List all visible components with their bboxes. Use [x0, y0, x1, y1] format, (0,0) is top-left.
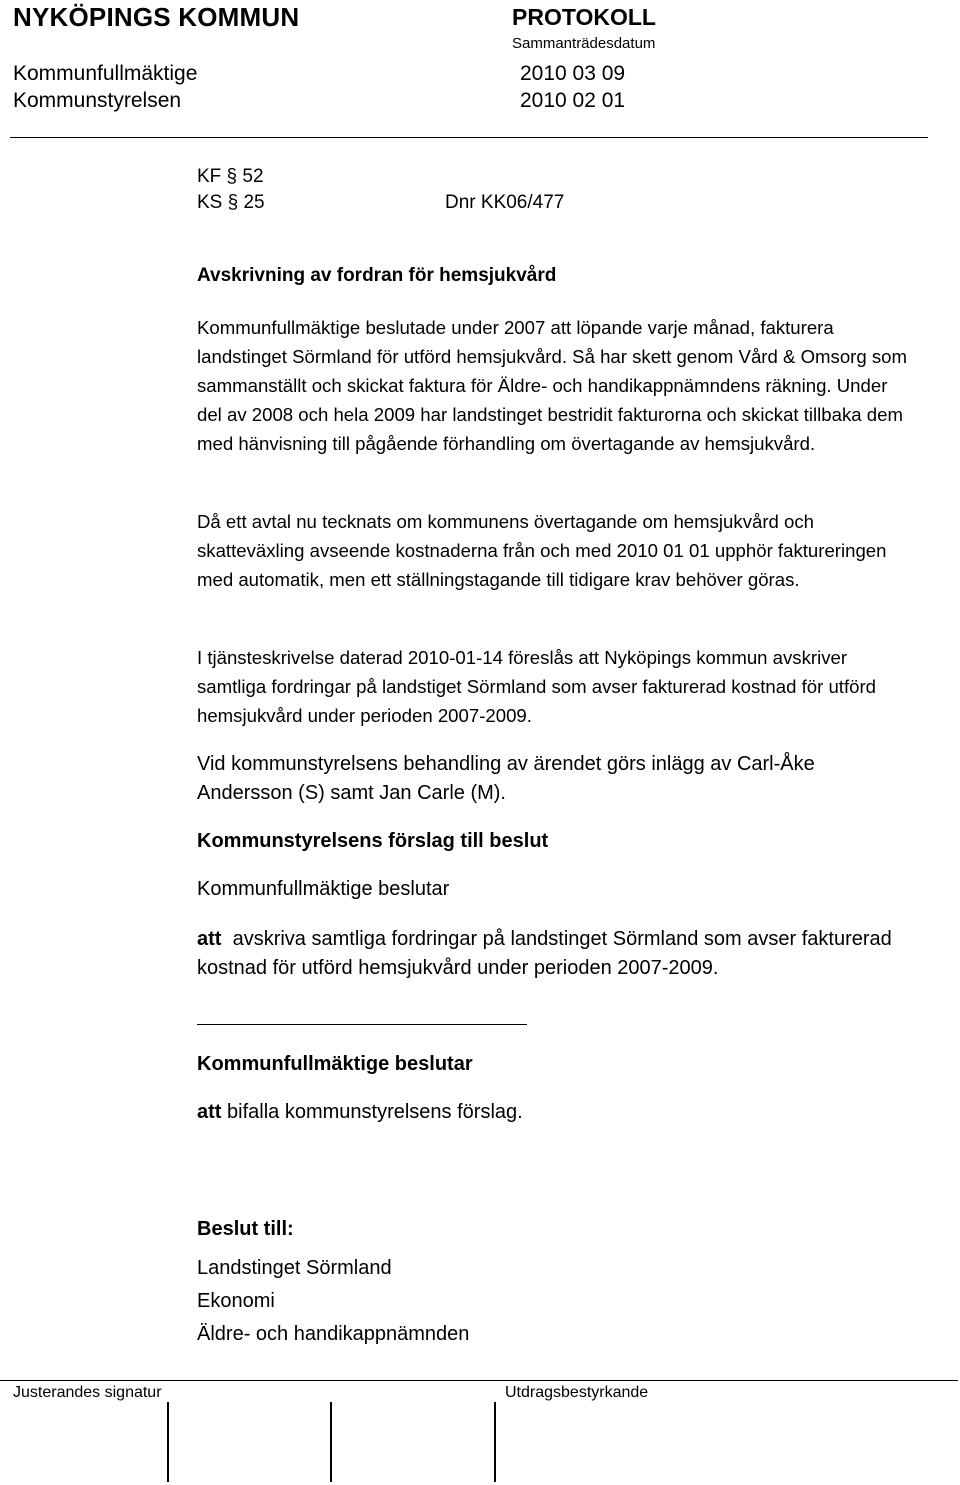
doc-type: PROTOKOLL: [512, 4, 656, 30]
diary-number: Dnr KK06/477: [445, 192, 565, 213]
recipient-item: Landstinget Sörmland: [197, 1257, 392, 1279]
section-divider: [197, 1024, 527, 1025]
ks-proposal-att-clause: [197, 925, 897, 983]
excerpt-label: Utdragsbestyrkande: [505, 1384, 649, 1401]
header-divider: [10, 137, 928, 138]
org-name: NYKÖPINGS KOMMUN: [13, 2, 300, 32]
paragraph-4: Vid kommunstyrelsens behandling av ärendet görs inlägg av Carl-Åke Andersson (S) samt Jan Carle (M).: [197, 753, 815, 804]
body-date-ks: 2010 02 01: [520, 89, 626, 112]
signature-box-divider: [330, 1402, 332, 1482]
footer-divider: [0, 1380, 958, 1381]
paragraph-1: Kommunfullmäktige beslutade under 2007 att löpande varje månad, fakturera landstinget Sörmland för utförd hemsjukvård. Så har skett genom Vård & Omsorg som sammanställt och skickat faktura för Äldre- och handikappnämndens räkning. Under del av 2008 och hela 2009 har landstinget bestridit fakturorna och skickat tillbaka dem med hänvisning till pågående förhandling om övertagande av hemsjukvård.: [197, 317, 907, 454]
att-text: avskriva samtliga fordringar på landstinget Sörmland som avser fakturerad kostnad för utförd hemsjukvård under perioden 2007-2009.: [197, 928, 892, 979]
att-keyword: att: [197, 928, 222, 950]
doc-subtitle: Sammanträdesdatum: [512, 35, 656, 52]
body-name-kf: Kommunfullmäktige: [13, 62, 198, 85]
body-name-ks: Kommunstyrelsen: [13, 89, 182, 112]
kf-decision-heading: Kommunfullmäktige beslutar: [197, 1053, 473, 1075]
kf-decision-att-clause: [197, 1101, 523, 1124]
kf-paragraph-ref: KF § 52: [197, 166, 264, 187]
recipient-item: Ekonomi: [197, 1290, 275, 1312]
signature-label: Justerandes signatur: [13, 1384, 162, 1401]
att-text: bifalla kommunstyrelsens förslag.: [227, 1101, 523, 1123]
signature-box-divider: [494, 1402, 496, 1482]
distribution-heading: Beslut till:: [197, 1218, 294, 1240]
ks-proposal-intro: Kommunfullmäktige beslutar: [197, 878, 450, 900]
ks-paragraph-ref: KS § 25: [197, 192, 265, 213]
recipient-item: Äldre- och handikappnämnden: [197, 1323, 470, 1345]
signature-box-divider: [167, 1402, 169, 1482]
att-keyword: att: [197, 1101, 222, 1123]
paragraph-2: Då ett avtal nu tecknats om kommunens övertagande om hemsjukvård och skatteväxling avseende kostnaderna från och med 2010 01 01 upphör faktureringen med automatik, men ett ställningstagande till tidigare krav behöver göras.: [197, 511, 887, 590]
paragraph-3: I tjänsteskrivelse daterad 2010-01-14 föreslås att Nyköpings kommun avskriver samtliga fordringar på landstiget Sörmland som avser fakturerad kostnad för utförd hemsjukvård under perioden 2007-2009.: [197, 647, 877, 726]
body-date-kf: 2010 03 09: [520, 62, 626, 85]
case-title: Avskrivning av fordran för hemsjukvård: [197, 265, 557, 286]
ks-proposal-heading: Kommunstyrelsens förslag till beslut: [197, 830, 549, 852]
